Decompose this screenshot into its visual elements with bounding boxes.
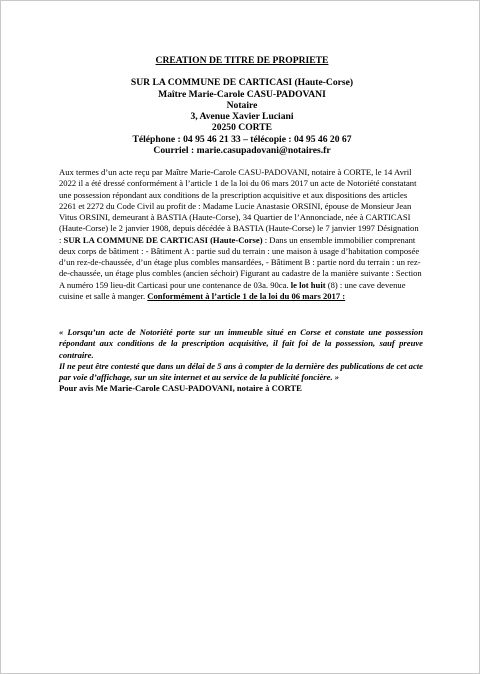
notice-text-3: (8) : une cave devenue cuisine et salle à manger.	[59, 279, 406, 301]
phone-fax-line: Téléphone : 04 95 46 21 33 – télécopie : 04 95 46 20 67	[132, 133, 352, 145]
notary-role: Notaire	[226, 99, 258, 111]
notice-text-1: Aux termes d’un acte reçu par Maître Marie-Carole CASU-PADOVANI, notaire à CORTE, le 14 Avril 2022 il a été dressé conformément à l’article 1 de la loi du 06 mars 2017 un acte de Notoriété constatant une possession répondant aux conditions de la prescription acquisitive et aux dispositions des articles 2261 et 2272 du Code Civil au profit de : Madame Lucie Anastasie ORSINI, épouse de Monsieur Jean Vitus ORSINI, demeurant à BASTIA (Haute-Corse), 34 Quartier de l’Annonciade, née à CARTICASI (Haute-Corse) le 2 janvier 1908, depuis décédée à BASTIA (Haute-Corse) le 7 janvier 1997 Désignation :	[59, 167, 419, 245]
document-title: CREATION DE TITRE DE PROPRIETE	[155, 55, 329, 66]
law-reference: Conformément à l’article 1 de la loi du 06 mars 2017 :	[147, 290, 346, 301]
quote-paragraph-2: Il ne peut être contesté que dans un délai de 5 ans à compter de la dernière des publications de cet acte par voie d’affichage, sur un site internet et au service de la publicité foncière. »	[59, 360, 423, 382]
email-line: Courriel : marie.casupadovani@notaires.fr	[153, 145, 331, 157]
notary-address: 3, Avenue Xavier Luciani	[190, 111, 294, 123]
law-quote	[59, 327, 423, 395]
notice-text-2: : Dans un ensemble immobilier comprenant deux corps de bâtiment : - Bâtiment A : partie sud du terrain : une maison à usage d’habitation composée d’un rez-de-chaussée, d’un étage plus combles mansardées, - Bâtiment B : partie nord du terrain : un rez-de-chaussée, un étage plus combles (ancien séchoir) Figurant au cadastre de la manière suivante : Section A numéro 159 lieu-dit Carticasi pour une contenance de 03a. 90ca.	[59, 234, 422, 290]
commune-line: SUR LA COMMUNE DE CARTICASI (Haute-Corse)	[130, 77, 354, 89]
notary-city: 20250 CORTE	[211, 122, 273, 134]
designation-commune: SUR LA COMMUNE DE CARTICASI (Haute-Corse)	[63, 234, 263, 245]
notice-body	[59, 167, 423, 302]
notice-paragraph	[59, 167, 423, 302]
document-header	[61, 55, 423, 156]
notary-name: Maître Marie-Carole CASU-PADOVANI	[158, 88, 326, 100]
signoff-line: Pour avis Me Marie-Carole CASU-PADOVANI, notaire à CORTE	[59, 383, 302, 394]
quote-paragraph-1: « Lorsqu’un acte de Notoriété porte sur un immeuble situé en Corse et constate une possession répondant aux conditions de la prescription acquisitive, il fait foi de la possession, sauf preuve contraire.	[59, 327, 423, 360]
lot-label: le lot huit	[290, 279, 326, 290]
